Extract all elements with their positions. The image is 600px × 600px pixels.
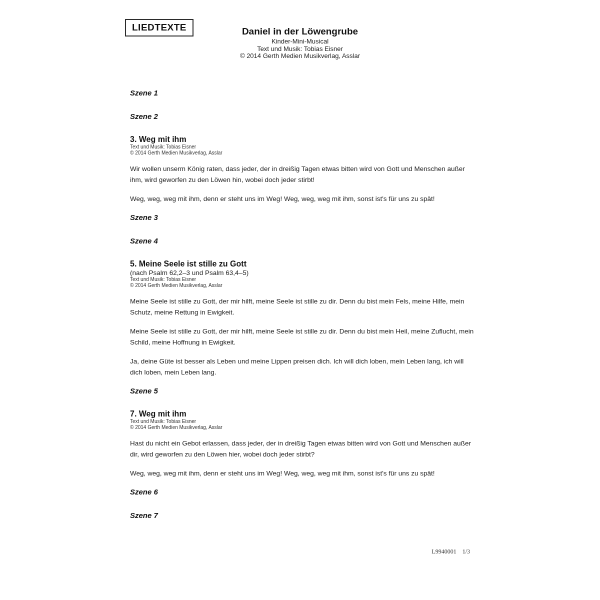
song-5-title: 5. Meine Seele ist stille zu Gott (130, 260, 247, 269)
song-7-verse: Hast du nicht ein Gebot erlassen, dass jeder, der in dreißig Tagen etwas bitten wird von Gott und Menschen außer dir, wird geworfen zu den Löwen hier, wobei doch jeder stirbt? (130, 439, 471, 458)
song-5-psalm-reference: (nach Psalm 62,2–3 und Psalm 63,4–5) (130, 269, 249, 277)
song-3-credit: Text und Musik: Tobias Eisner (130, 144, 197, 150)
song-5-verse-2: Meine Seele ist stille zu Gott, der mir hilft, meine Seele ist stille zu dir. Denn du bist mein Heil, meine Zuflucht, mein Schild, meine Hoffnung in Ewigkeit. (130, 327, 474, 346)
song-5-verse-1: Meine Seele ist stille zu Gott, der mir hilft, meine Seele ist stille zu dir. Denn du bist mein Fels, meine Hilfe, mein Schutz, meine Rettung in Ewigkeit. (130, 297, 465, 316)
song-section-7 (130, 410, 475, 480)
document-subtitle: Kinder-Mini-Musical (271, 37, 329, 45)
scene-heading-3: Szene 3 (130, 213, 158, 222)
lyrics-content (130, 88, 475, 534)
song-3-title: 3. Weg mit ihm (130, 135, 187, 144)
song-3-verse: Wir wollen unserm König raten, dass jeder, der in dreißig Tagen etwas bitten wird von Gott und Menschen außer ihm, wird geworfen zu den Löwen hin, wobei doch jeder stirbt! (130, 165, 465, 184)
document-credit: Text und Musik: Tobias Eisner (257, 44, 343, 53)
song-7-copyright: © 2014 Gerth Medien Musikverlag, Asslar (130, 425, 223, 431)
song-3-header (130, 135, 475, 157)
song-7-title: 7. Weg mit ihm (130, 410, 187, 419)
document-title: Daniel in der Löwengrube (241, 26, 359, 37)
song-5-copyright: © 2014 Gerth Medien Musikverlag, Asslar (130, 283, 223, 289)
document-copyright: © 2014 Gerth Medien Musikverlag, Asslar (239, 52, 361, 60)
scene-heading-7: Szene 7 (130, 511, 158, 520)
scene-heading-6: Szene 6 (130, 488, 158, 497)
song-7-header (130, 410, 475, 432)
song-5-verse-3: Ja, deine Güte ist besser als Leben und meine Lippen preisen dich. Ich will dich loben, mein Leben lang, ich will dich loben, mein Leben lang. (130, 357, 464, 376)
scene-heading-4: Szene 4 (130, 237, 158, 246)
liedtexte-badge: LIEDTEXTE (125, 19, 194, 37)
song-section-3 (130, 135, 475, 205)
song-3-refrain: Weg, weg, weg mit ihm, denn er steht uns im Weg! Weg, weg, weg mit ihm, sonst ist's für uns zu spät! (130, 195, 435, 203)
song-7-credit: Text und Musik: Tobias Eisner (130, 419, 197, 425)
song-5-credit: Text und Musik: Tobias Eisner (130, 277, 197, 283)
catalog-number: L9940001 (431, 548, 457, 555)
document-header (0, 26, 600, 60)
song-5-header (130, 260, 475, 290)
page-number: 1/3 (462, 548, 470, 555)
scene-heading-5: Szene 5 (130, 387, 158, 396)
page-footer (432, 548, 470, 556)
scene-heading-2: Szene 2 (130, 112, 158, 121)
song-3-copyright: © 2014 Gerth Medien Musikverlag, Asslar (130, 150, 223, 156)
scene-heading-1: Szene 1 (130, 89, 158, 98)
song-section-5 (130, 260, 475, 379)
song-7-refrain: Weg, weg, weg mit ihm, denn er steht uns im Weg! Weg, weg, weg mit ihm, sonst ist's für uns zu spät! (130, 469, 435, 477)
